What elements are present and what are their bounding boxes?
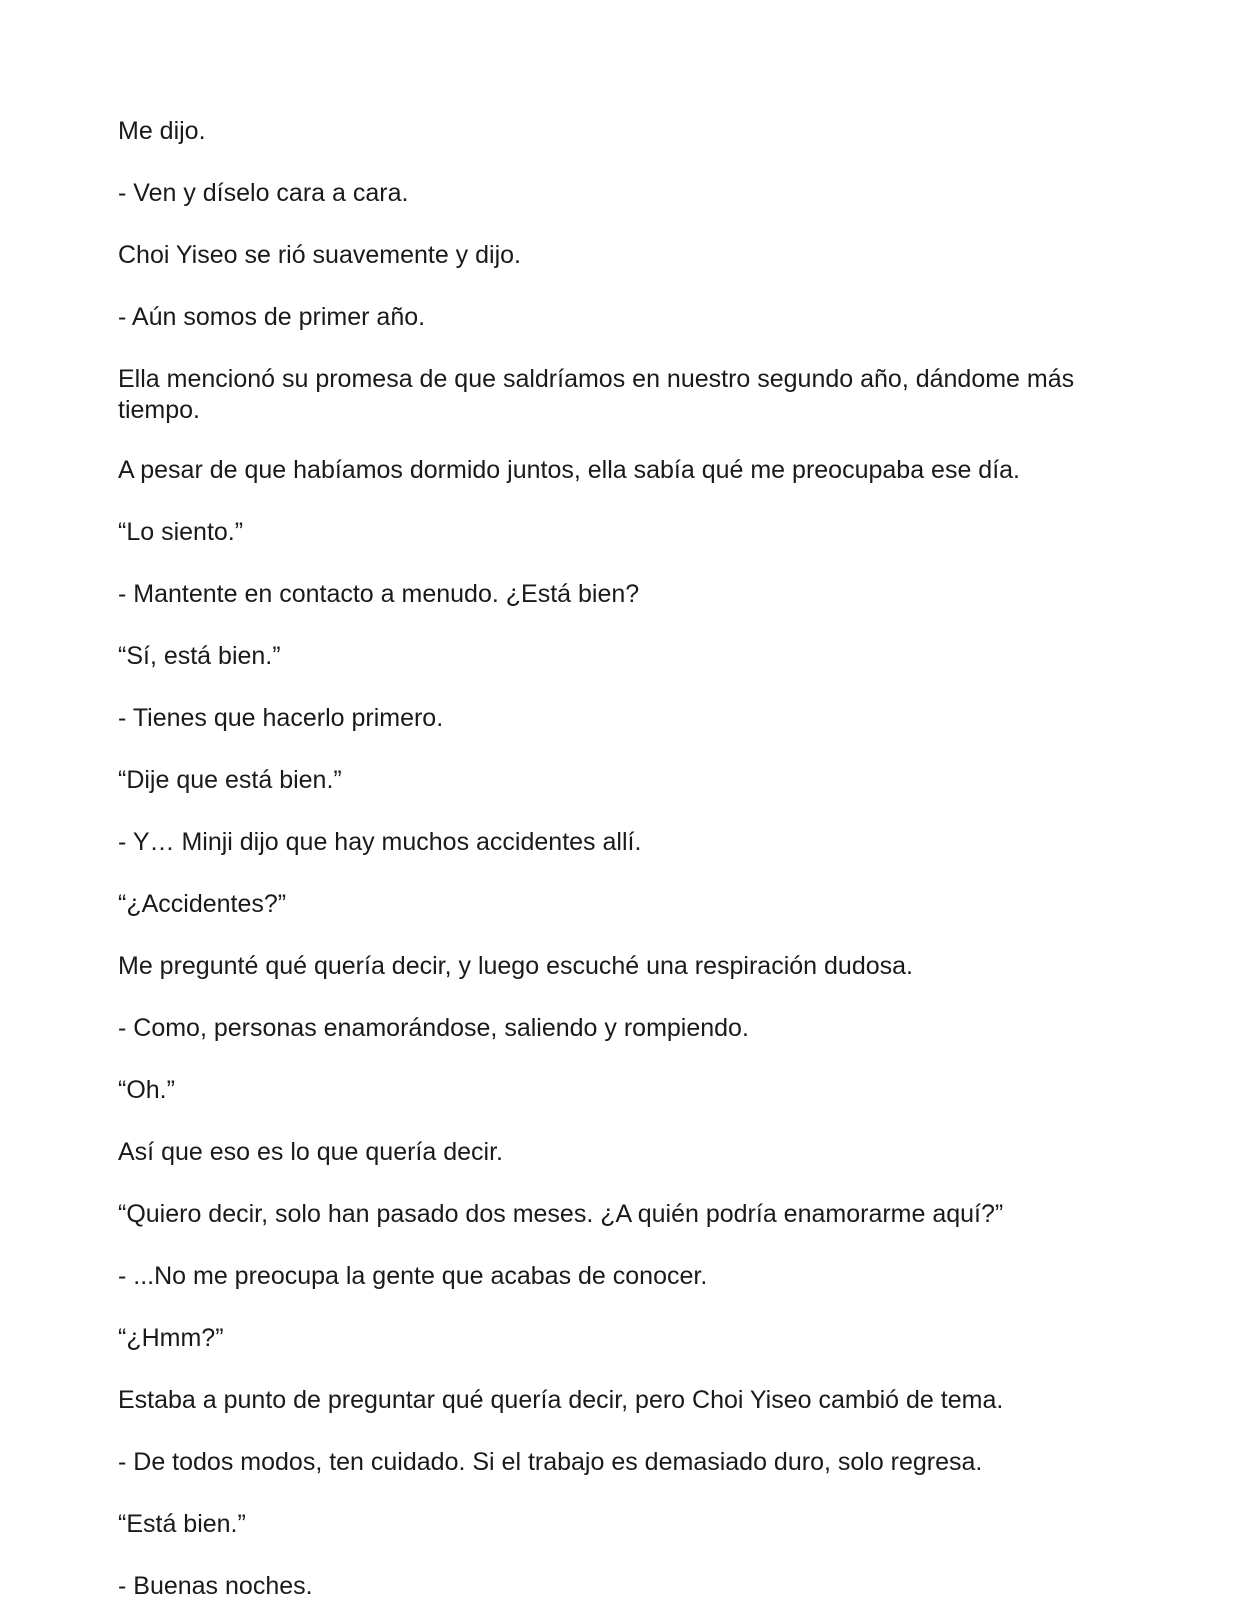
paragraph: - Aún somos de primer año. [118,303,426,331]
paragraph: Así que eso es lo que quería decir. [118,1138,503,1166]
paragraph: A pesar de que habíamos dormido juntos, ella sabía qué me preocupaba ese día. [118,456,1020,484]
paragraph: - Mantente en contacto a menudo. ¿Está bien? [118,580,640,608]
paragraph: - Y… Minji dijo que hay muchos accidentes allí. [118,828,642,856]
paragraph: “Dije que está bien.” [118,766,342,794]
paragraph: “Lo siento.” [118,518,244,546]
paragraph: “Está bien.” [118,1510,246,1538]
paragraph: Me dijo. [118,117,206,145]
paragraph: Ella mencionó su promesa de que saldríamos en nuestro segundo año, dándome más tiempo. [118,365,1075,424]
paragraph: - Ven y díselo cara a cara. [118,179,409,207]
paragraph: - Como, personas enamorándose, saliendo y rompiendo. [118,1014,749,1042]
paragraph: - Buenas noches. [118,1572,313,1600]
paragraph: Me pregunté qué quería decir, y luego escuché una respiración dudosa. [118,952,913,980]
paragraph: Estaba a punto de preguntar qué quería decir, pero Choi Yiseo cambió de tema. [118,1386,1004,1414]
paragraph: - Tienes que hacerlo primero. [118,704,444,732]
paragraph: “Quiero decir, solo han pasado dos meses. ¿A quién podría enamorarme aquí?” [118,1200,1004,1228]
paragraph: “¿Accidentes?” [118,890,287,918]
paragraph: Choi Yiseo se rió suavemente y dijo. [118,241,521,269]
paragraph: - De todos modos, ten cuidado. Si el trabajo es demasiado duro, solo regresa. [118,1448,983,1476]
text-column [118,116,1128,1617]
paragraph: “Oh.” [118,1076,175,1104]
paragraph: “Sí, está bien.” [118,642,281,670]
paragraph: - ...No me preocupa la gente que acabas de conocer. [118,1262,708,1290]
paragraph: “¿Hmm?” [118,1324,224,1352]
